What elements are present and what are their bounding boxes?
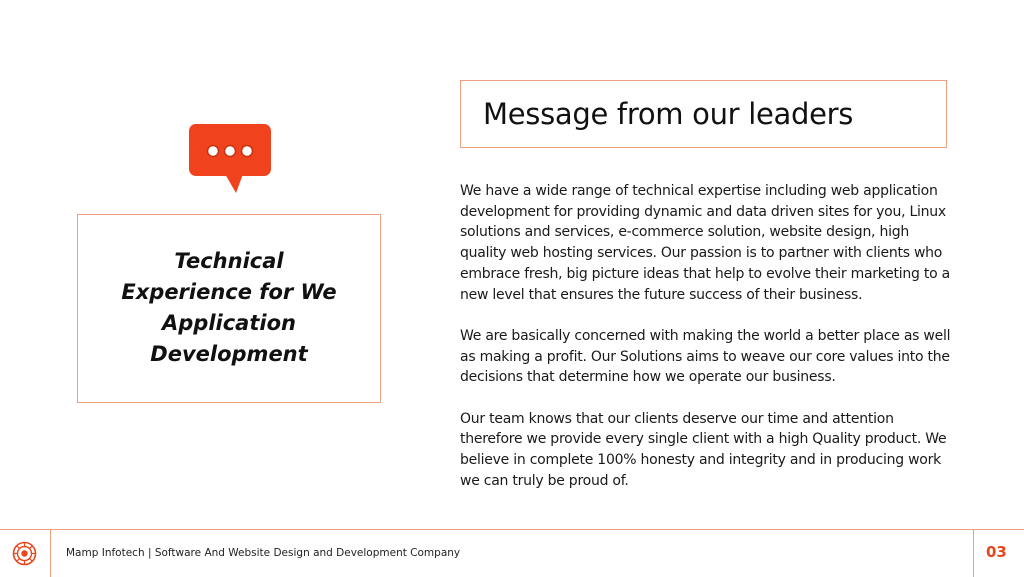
message-paragraph-1: We have a wide range of technical expertise including web application development for providing dynamic and data driven sites for you, Linux solutions and services, e-commerce solution, website design, high quality web hosting services. Our passion is to partner with clients who embrace fresh, big picture ideas that help to evolve their marketing to a new level that ensures the future success of their business. bbox=[460, 183, 950, 303]
sun-logo-icon bbox=[12, 541, 37, 566]
footer bbox=[0, 529, 1024, 576]
message-body bbox=[460, 181, 952, 512]
page-number: 03 bbox=[986, 543, 1007, 561]
footer-divider bbox=[50, 530, 51, 577]
feature-box-text: Technical Experience for We Application Development bbox=[121, 248, 337, 366]
title-box bbox=[460, 80, 947, 148]
message-paragraph-2: We are basically concerned with making the world a better place as well as making a profit. Our Solutions aims to weave our core values into the decisions that determine how we operate our business. bbox=[460, 327, 951, 386]
feature-box bbox=[77, 214, 381, 403]
speech-bubble-icon bbox=[189, 124, 271, 194]
page-title: Message from our leaders bbox=[483, 97, 854, 131]
footer-divider bbox=[973, 530, 974, 577]
footer-company-text: Mamp Infotech | Software And Website Design and Development Company bbox=[66, 547, 461, 559]
message-paragraph-3: Our team knows that our clients deserve our time and attention therefore we provide every single client with a high Quality product. We believe in complete 100% honesty and integrity and in producing work we can truly be proud of. bbox=[460, 410, 947, 489]
